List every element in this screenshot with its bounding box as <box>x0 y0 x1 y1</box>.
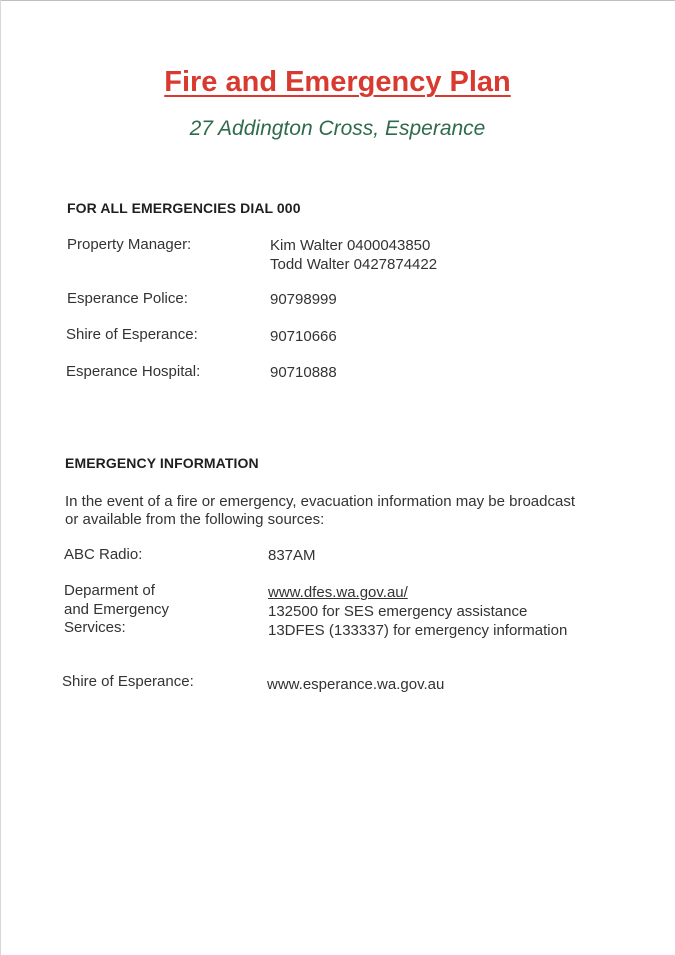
contact-label-esperance-hospital: Esperance Hospital: <box>66 363 201 380</box>
source-value-abc-radio: 837AM <box>268 547 316 564</box>
information-heading: EMERGENCY INFORMATION <box>65 455 259 471</box>
contact-value-todd-walter: Todd Walter 0427874422 <box>270 256 438 273</box>
source-label-dfes-line-2: and Emergency <box>64 601 170 618</box>
contact-value-esperance-hospital: 90710888 <box>270 364 337 381</box>
contact-label-esperance-police: Esperance Police: <box>67 290 188 307</box>
page-left-edge <box>0 0 1 955</box>
source-label-dfes-line-1: Deparment of <box>64 582 155 599</box>
source-label-dfes-line-3: Services: <box>64 619 126 636</box>
contact-label-shire-of-esperance: Shire of Esperance: <box>66 326 198 343</box>
dfes-website-link[interactable]: www.dfes.wa.gov.au/ <box>268 584 408 601</box>
contact-value-esperance-police: 90798999 <box>270 291 337 308</box>
information-intro-line-1: In the event of a fire or emergency, evacuation information may be broadcast <box>65 493 575 510</box>
contact-value-shire-of-esperance: 90710666 <box>270 328 337 345</box>
contact-label-property-manager: Property Manager: <box>67 236 192 253</box>
contact-value-kim-walter: Kim Walter 0400043850 <box>270 237 431 254</box>
ses-assistance-number: 132500 for SES emergency assistance <box>268 603 528 620</box>
document-subtitle: 27 Addington Cross, Esperance <box>189 117 486 140</box>
source-label-shire-of-esperance: Shire of Esperance: <box>62 673 194 690</box>
source-label-abc-radio: ABC Radio: <box>64 546 143 563</box>
emergencies-heading: FOR ALL EMERGENCIES DIAL 000 <box>67 200 301 216</box>
shire-website: www.esperance.wa.gov.au <box>267 676 445 693</box>
dfes-information-number: 13DFES (133337) for emergency information <box>268 622 568 639</box>
information-intro-line-2: or available from the following sources: <box>65 511 325 528</box>
document-title: Fire and Emergency Plan <box>164 66 511 98</box>
page-top-edge <box>0 0 675 1</box>
